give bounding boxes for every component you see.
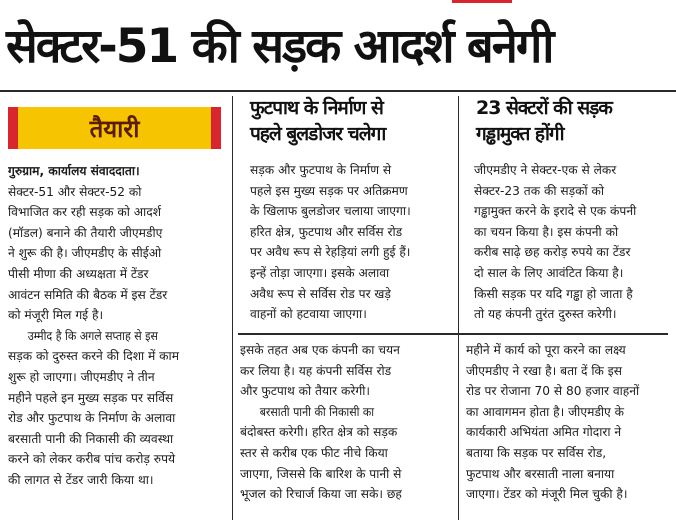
- text-line: बंदोबस्त करेगी। हरित क्षेत्र को सड़क: [240, 425, 398, 440]
- text-line: करीब साढ़े छह करोड़ रुपये का टेंडर: [474, 245, 631, 260]
- headline-rule: [0, 90, 676, 92]
- sidebar-bottom-rule: [238, 333, 668, 335]
- text-line: महीने पहले इन मुख्य सड़क पर सर्विस: [8, 390, 174, 405]
- text-line: की लागत से टेंडर जारी किया था।: [8, 472, 154, 487]
- text-line: रोड और फुटपाथ के निर्माण के अलावा: [8, 411, 176, 426]
- text-line: किसी सड़क पर यदि गड्ढा हो जाता है: [474, 286, 633, 301]
- text-line: जीएमडीए ने सेक्टर-एक से लेकर: [474, 163, 617, 177]
- text-line: बरसाती पानी की निकासी की व्यवस्था: [8, 431, 174, 446]
- col2-subhead-line2: पहले बुलडोजर चलेगा: [250, 123, 386, 145]
- text-line: वाहनों को हटवाया जाएगा।: [250, 307, 367, 322]
- text-line: अवैध रूप से सर्विस रोड पर खड़े: [250, 286, 391, 301]
- column-divider-1: [232, 96, 233, 520]
- text-line: दो साल के लिए आवंटित किया है।: [474, 265, 624, 280]
- col3-sidebar-text: [474, 160, 670, 330]
- text-line: सेक्टर-51 और सेक्टर-52 को: [8, 184, 142, 199]
- text-line: इन्हें तोड़ा जाएगा। इसके अलावा: [250, 265, 390, 280]
- col1-body: [8, 161, 224, 521]
- text-line: कार्यकारी अभियंता अमित गोदारा ने: [466, 425, 622, 440]
- text-line: गड्ढामुक्त करने के इरादे से एक कंपनी: [474, 204, 637, 219]
- text-line: स्तर से करीब एक फीट नीचे किया: [240, 445, 388, 460]
- text-line: करने को लेकर करीब पांच करोड़ रुपये: [8, 452, 176, 467]
- text-line: पर अवैध रूप से रेहड़ियां लगी हुई हैं।: [250, 245, 411, 260]
- text-line: जाएगा। टेंडर को मंजूरी मिल चुकी है।: [466, 487, 628, 502]
- text-line: तो यह कंपनी तुरंत दुरुस्त करेगी।: [474, 307, 617, 322]
- text-line: भूजल को रिचार्ज किया जा सके। छह: [240, 487, 402, 502]
- col2-body: [240, 340, 450, 520]
- text-line: पहले इस मुख्य सड़क पर अतिक्रमण: [250, 183, 408, 198]
- text-line: सेक्टर-23 तक की सड़कों को: [474, 183, 605, 198]
- column-divider-2: [458, 96, 459, 520]
- col3-body: [466, 340, 672, 520]
- text-line: (मॉडल) बनाने की तैयारी जीएमडीए: [8, 225, 163, 240]
- col3-subhead-line2: गड्ढामुक्त होंगी: [476, 123, 564, 145]
- text-line: शुरू हो जाएगा। जीएमडीए ने तीन: [8, 369, 155, 384]
- kicker-badge: [8, 107, 221, 149]
- text-line: रोड पर रोजाना 70 से 80 हजार वाहनों: [466, 384, 640, 399]
- text-line: सड़क को दुरुस्त करने की दिशा में काम: [8, 349, 179, 364]
- text-line: जाएगा, जिससे कि बारिश के पानी से: [240, 466, 402, 481]
- col2-subhead-line1: फुटपाथ के निर्माण से: [250, 97, 383, 119]
- text-line: विभाजित कर रही सड़क को आदर्श: [8, 205, 161, 220]
- text-line: का चयन किया है। इस कंपनी को: [474, 224, 619, 239]
- text-line: का आवागमन होता है। जीएमडीए के: [466, 404, 625, 419]
- text-line: ने शुरू की है। जीएमडीए के सीईओ: [8, 246, 162, 261]
- text-line: फुटपाथ और बरसाती नाला बनाया: [466, 466, 615, 481]
- col2-sidebar-text: [250, 160, 450, 330]
- dateline: गुरुग्राम, कार्यालय संवाददाता।: [8, 164, 140, 178]
- text-line: आवंटन समिति की बैठक में इस टेंडर: [8, 287, 168, 302]
- text-line: के खिलाफ बुलडोजर चलाया जाएगा।: [250, 204, 411, 219]
- text-line: बरसाती पानी की निकासी का: [259, 404, 375, 419]
- text-line: जीएमडीए ने रखा है। बता दें कि इस: [466, 363, 623, 378]
- text-line: सड़क और फुटपाथ के निर्माण से: [250, 163, 392, 177]
- text-line: इसके तहत अब एक कंपनी का चयन: [240, 343, 400, 357]
- text-line: कर लिया है। यह कंपनी सर्विस रोड: [240, 363, 392, 378]
- text-line: को मंजूरी मिल गई है।: [8, 308, 104, 323]
- text-line: और फुटपाथ को तैयार करेगी।: [240, 384, 371, 399]
- kicker-label: तैयारी: [89, 114, 140, 143]
- text-line: हरित क्षेत्र, फुटपाथ और सर्विस रोड: [250, 224, 403, 239]
- headline: सेक्टर-51 की सड़क आदर्श बनेगी: [6, 19, 553, 74]
- col3-subhead-line1: 23 सेक्टरों की सड़क: [476, 97, 612, 119]
- text-line: पीसी मीणा की अध्यक्षता में टेंडर: [8, 266, 149, 281]
- text-line: उम्मीद है कि अगले सप्ताह से इस: [27, 328, 158, 343]
- text-line: बताया कि सड़क पर सर्विस रोड,: [466, 445, 607, 460]
- text-line: महीने में कार्य को पूरा करने का लक्ष्य: [466, 343, 626, 357]
